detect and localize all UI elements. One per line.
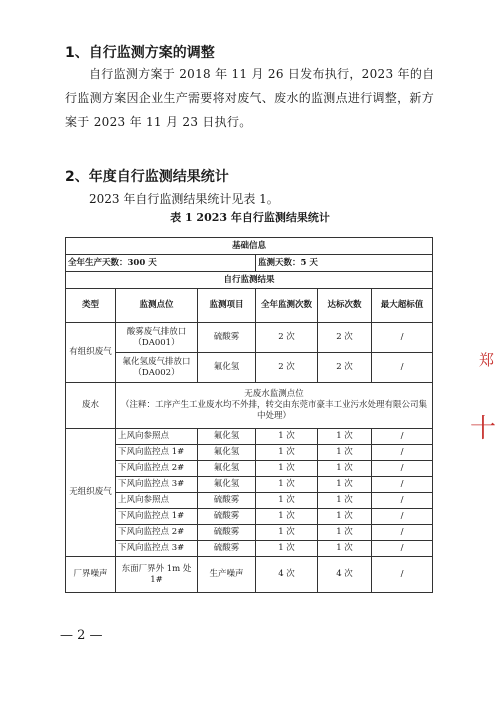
cell-item: 氟化氢 — [198, 353, 256, 383]
cell-count: 4 次 — [256, 557, 318, 593]
cell-ok: 1 次 — [318, 461, 372, 477]
results-header: 自行监测结果 — [66, 272, 433, 289]
cell-max: / — [372, 477, 433, 493]
cell-item: 氟化氢 — [198, 445, 256, 461]
cell-ok: 1 次 — [318, 525, 372, 541]
table-caption: 表 1 2023 年自行监测结果统计 — [170, 211, 330, 224]
cell-point: 下风向监控点 1# — [116, 509, 198, 525]
cell-count: 1 次 — [256, 445, 318, 461]
cell-item: 硫酸雾 — [198, 541, 256, 557]
type-unorganized: 无组织废气 — [66, 429, 116, 557]
section-2-text: 2023 年自行监测结果统计见表 1。 — [89, 192, 279, 206]
table-row — [66, 525, 433, 541]
wastewater-note-line1: 无废水监测点位 — [244, 389, 304, 399]
cell-count: 2 次 — [256, 353, 318, 383]
cell-point: 上风向参照点 — [116, 493, 198, 509]
cell-max: / — [372, 445, 433, 461]
cell-ok: 1 次 — [318, 509, 372, 525]
cell-ok: 1 次 — [318, 445, 372, 461]
table-row — [66, 509, 433, 525]
wastewater-note-line2: （注释：工序产生工业废水均不外排，转交由东莞市豪丰工业污水处理有限公司集中处理） — [121, 400, 428, 421]
cell-item: 氟化氢 — [198, 477, 256, 493]
cell-max: / — [372, 461, 433, 477]
cell-point: 东面厂界外 1m 处 1# — [116, 557, 198, 593]
cell-max: / — [372, 557, 433, 593]
cell-item: 硫酸雾 — [198, 493, 256, 509]
type-noise: 厂界噪声 — [66, 557, 116, 593]
cell-point: 酸雾废气排放口（DA001） — [116, 323, 198, 353]
cell-ok: 1 次 — [318, 429, 372, 445]
cell-item: 硫酸雾 — [198, 509, 256, 525]
cell-item: 硫酸雾 — [198, 525, 256, 541]
page-number: — 2 — — [60, 628, 103, 643]
cell-ok: 2 次 — [318, 323, 372, 353]
cell-max: / — [372, 429, 433, 445]
cell-max: / — [372, 525, 433, 541]
cell-count: 1 次 — [256, 477, 318, 493]
table-row — [66, 445, 433, 461]
cell-max: / — [372, 509, 433, 525]
cell-point: 下风向监控点 3# — [116, 541, 198, 557]
column-header: 最大超标值 — [372, 289, 433, 323]
cell-count: 1 次 — [256, 525, 318, 541]
wastewater-note — [116, 383, 433, 429]
cell-item: 硫酸雾 — [198, 323, 256, 353]
column-header: 类型 — [66, 289, 116, 323]
table-row — [66, 323, 433, 353]
table-row — [66, 541, 433, 557]
cell-point: 上风向参照点 — [116, 429, 198, 445]
type-organized: 有组织废气 — [66, 323, 116, 383]
column-header: 全年监测次数 — [256, 289, 318, 323]
monitoring-days: 监测天数：5 天 — [256, 255, 433, 272]
production-days: 全年生产天数：300 天 — [66, 255, 256, 272]
column-header: 监测项目 — [198, 289, 256, 323]
monitoring-results-table — [65, 237, 433, 593]
table-row — [66, 477, 433, 493]
cell-count: 1 次 — [256, 461, 318, 477]
cell-count: 1 次 — [256, 541, 318, 557]
handwritten-signature-mark-2: 十 — [470, 414, 497, 444]
cell-max: / — [372, 353, 433, 383]
table-row — [66, 383, 433, 429]
type-wastewater: 废水 — [66, 383, 116, 429]
cell-ok: 2 次 — [318, 353, 372, 383]
table-row — [66, 461, 433, 477]
cell-count: 1 次 — [256, 429, 318, 445]
cell-max: / — [372, 541, 433, 557]
table-row — [66, 353, 433, 383]
cell-point: 氟化氢废气排放口（DA002） — [116, 353, 198, 383]
cell-ok: 1 次 — [318, 541, 372, 557]
table-row — [66, 429, 433, 445]
cell-item: 氟化氢 — [198, 429, 256, 445]
section-2-title: 2、年度自行监测结果统计 — [65, 169, 229, 185]
cell-max: / — [372, 323, 433, 353]
basic-info-header: 基础信息 — [66, 238, 433, 255]
cell-count: 1 次 — [256, 493, 318, 509]
cell-item: 生产噪声 — [198, 557, 256, 593]
cell-point: 下风向监控点 3# — [116, 477, 198, 493]
table-row — [66, 493, 433, 509]
handwritten-signature-mark: 郑 — [477, 352, 495, 367]
column-header: 监测点位 — [116, 289, 198, 323]
cell-point: 下风向监控点 1# — [116, 445, 198, 461]
cell-ok: 4 次 — [318, 557, 372, 593]
cell-ok: 1 次 — [318, 493, 372, 509]
cell-ok: 1 次 — [318, 477, 372, 493]
cell-point: 下风向监控点 2# — [116, 461, 198, 477]
cell-item: 氟化氢 — [198, 461, 256, 477]
cell-point: 下风向监控点 2# — [116, 525, 198, 541]
section-1-paragraph: 自行监测方案于 2018 年 11 月 26 日发布执行，2023 年的自行监测方案因企业生产需要将对废气、废水的监测点进行调整，新方案于 2023 年 11 月 23 日执行。 — [65, 67, 435, 129]
section-1-title: 1、自行监测方案的调整 — [65, 45, 215, 61]
column-header: 达标次数 — [318, 289, 372, 323]
cell-max: / — [372, 493, 433, 509]
table-row — [66, 557, 433, 593]
cell-count: 2 次 — [256, 323, 318, 353]
cell-count: 1 次 — [256, 509, 318, 525]
